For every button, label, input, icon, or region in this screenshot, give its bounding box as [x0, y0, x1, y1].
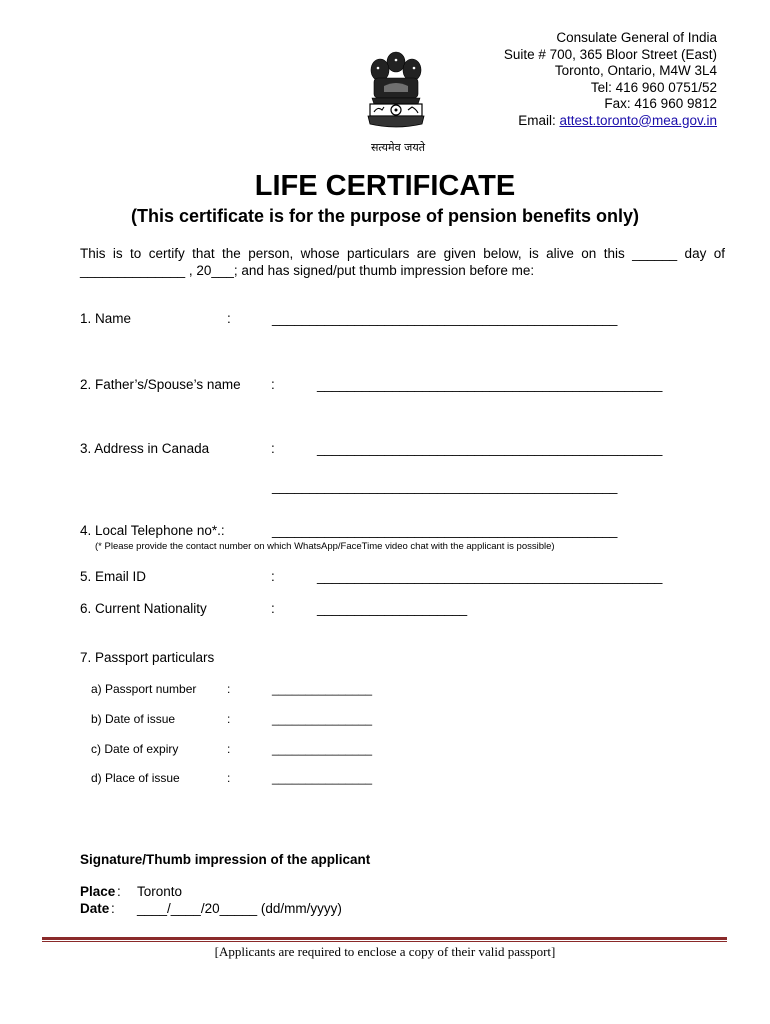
address-colon: :	[271, 441, 275, 456]
place-colon: :	[117, 884, 121, 899]
page-title: LIFE CERTIFICATE	[254, 170, 516, 202]
date-label: Date	[80, 901, 110, 916]
address-line: Toronto, Ontario, M4W 3L4	[554, 63, 717, 78]
place-of-issue-label: d) Place of issue	[91, 771, 180, 785]
nationality-label: 6. Current Nationality	[80, 601, 207, 616]
passport-particulars-label: 7. Passport particulars	[80, 650, 215, 665]
date-of-expiry-field[interactable]: _______________	[272, 742, 373, 756]
name-field[interactable]: ______________________________________________	[272, 311, 618, 326]
date-of-expiry-colon: :	[227, 742, 231, 756]
telephone-field[interactable]: ______________________________________________	[272, 523, 618, 538]
footer-divider-thin	[42, 941, 727, 942]
date-of-issue-label: b) Date of issue	[91, 712, 176, 726]
father-spouse-colon: :	[271, 377, 275, 392]
father-spouse-field[interactable]: ______________________________________________	[317, 377, 663, 392]
place-label: Place	[80, 884, 116, 899]
nationality-colon: :	[271, 601, 275, 616]
place-value: Toronto	[137, 884, 183, 899]
date-of-issue-field[interactable]: _______________	[272, 712, 373, 726]
page-subtitle: (This certificate is for the purpose of pension benefits only)	[130, 206, 640, 226]
nationality-field[interactable]: ____________________	[317, 601, 468, 616]
date-of-expiry-label: c) Date of expiry	[91, 742, 179, 756]
date-field[interactable]: ____/____/20_____ (dd/mm/yyyy)	[137, 901, 342, 916]
national-emblem-icon	[360, 46, 432, 152]
address-line: Suite # 700, 365 Bloor Street (East)	[503, 46, 717, 62]
address-field[interactable]: ______________________________________________	[317, 441, 663, 456]
email-id-label: 5. Email ID	[80, 569, 147, 584]
footer-note: [Applicants are required to enclose a copy of their valid passport]	[214, 944, 556, 959]
consulate-address	[504, 30, 717, 129]
telephone-note: (* Please provide the contact number on which WhatsApp/FaceTime video chat with the applicant is possible)	[95, 541, 555, 552]
email-label: Email:	[518, 112, 560, 128]
place-of-issue-field[interactable]: _______________	[272, 771, 373, 785]
lion-capital-icon	[360, 46, 432, 138]
address-line: Consulate General of India	[556, 30, 717, 45]
name-colon: :	[227, 311, 231, 326]
address-line: Tel: 416 960 0751/52	[590, 79, 717, 95]
telephone-label: 4. Local Telephone no*.:	[80, 523, 225, 538]
emblem-motto: सत्यमेव जयते	[370, 141, 425, 154]
address-line: Fax: 416 960 9812	[604, 96, 717, 111]
email-link[interactable]: attest.toronto@mea.gov.in	[559, 112, 717, 128]
signature-heading: Signature/Thumb impression of the applicant	[80, 852, 371, 867]
passport-number-label: a) Passport number	[91, 682, 197, 696]
date-colon: :	[111, 901, 115, 916]
address-label: 3. Address in Canada	[80, 441, 210, 456]
passport-number-colon: :	[227, 682, 231, 696]
name-label: 1. Name	[80, 311, 132, 326]
father-spouse-label: 2. Father’s/Spouse’s name	[80, 377, 241, 392]
footer-divider	[42, 937, 727, 940]
passport-number-field[interactable]: _______________	[272, 682, 373, 696]
email-id-colon: :	[271, 569, 275, 584]
address-field-line2[interactable]: ______________________________________________	[272, 479, 618, 494]
certification-statement: This is to certify that the person, whose particulars are given below, is alive on this ______ day of ______________ , 20___; and has signed/put thumb impression before me:	[80, 246, 725, 278]
email-id-field[interactable]: ______________________________________________	[317, 569, 663, 584]
email-line	[504, 113, 717, 130]
date-of-issue-colon: :	[227, 712, 231, 726]
place-of-issue-colon: :	[227, 771, 231, 785]
